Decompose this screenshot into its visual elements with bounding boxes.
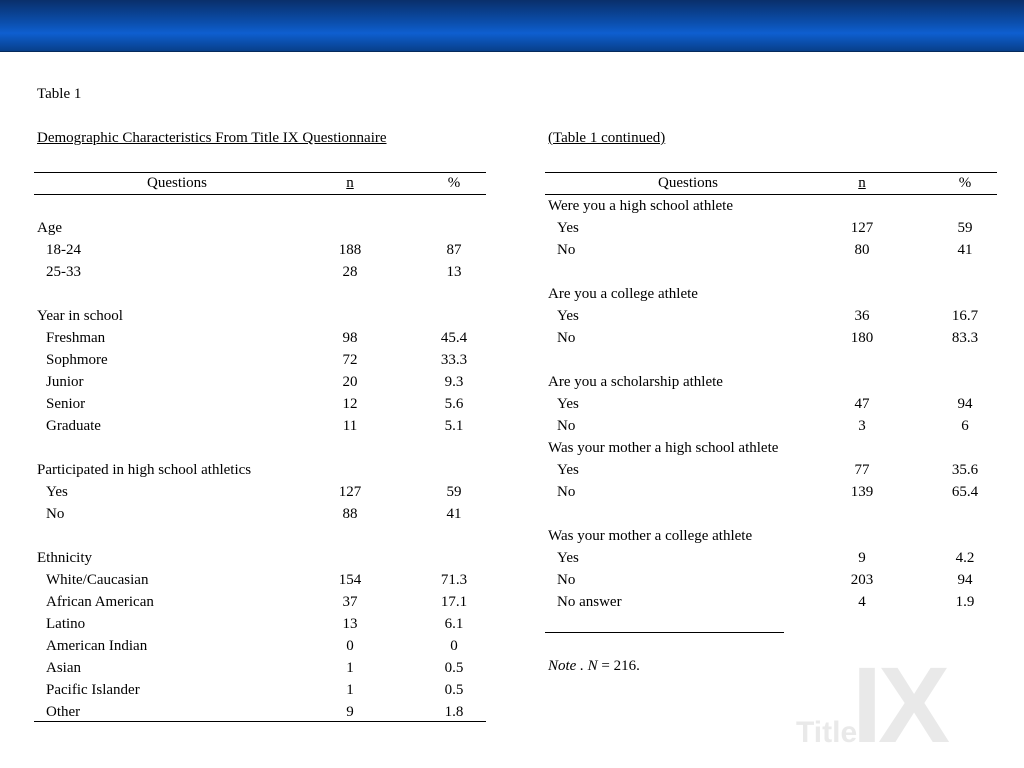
row-label: Yes [557,462,579,478]
row-label: No [557,572,576,588]
table-row [34,679,486,701]
row-label: Are you a scholarship athlete [548,374,723,390]
table-row [545,327,997,349]
row-n: 98 [342,330,358,346]
note-n-symbol: N [587,658,598,674]
table-row [545,525,997,547]
row-label: No [557,330,576,346]
row-n: 28 [342,264,358,280]
row-label: African American [46,594,154,610]
row-percent: 17.1 [440,594,468,610]
row-label: No [557,242,576,258]
row-n: 36 [854,308,870,324]
table-row [545,591,997,613]
table-row [34,547,486,569]
row-percent: 16.7 [951,308,979,324]
table-row [34,415,486,437]
table-row [545,547,997,569]
table-row [34,393,486,415]
table-header [34,172,486,195]
table-row [34,239,486,261]
row-n: 154 [338,572,362,588]
table-row [545,415,997,437]
table-row [34,261,486,283]
table-body [34,195,486,723]
row-n: 0 [346,638,354,654]
table-row [34,327,486,349]
table-row [545,349,997,371]
demographics-table-left [34,172,486,723]
row-n: 9 [858,550,866,566]
row-percent: 33.3 [440,352,468,368]
row-label: Yes [46,484,68,500]
header-percent: % [447,175,461,191]
header-n: n [858,175,866,191]
row-n: 37 [342,594,358,610]
row-n: 139 [850,484,874,500]
table-row [34,591,486,613]
row-percent: 45.4 [440,330,468,346]
row-percent: 13 [446,264,462,280]
row-n: 188 [338,242,362,258]
header-percent: % [958,175,972,191]
table-row [34,481,486,503]
row-label: White/Caucasian [46,572,149,588]
row-percent: 1.8 [444,704,464,720]
row-label: No answer [557,594,622,610]
row-label: Other [46,704,81,720]
row-label: Ethnicity [37,550,92,566]
row-n: 1 [346,660,354,676]
row-percent: 0.5 [444,660,464,676]
table-row [34,525,486,547]
row-label: Are you a college athlete [548,286,698,302]
note-prefix: Note . [548,658,584,674]
row-n: 88 [342,506,358,522]
table-note [548,658,640,675]
row-label: American Indian [46,638,148,654]
table-row [545,283,997,305]
row-n: 127 [338,484,362,500]
table-bottom-rule [545,632,784,633]
row-label: Was your mother a college athlete [548,528,753,544]
table-row [34,569,486,591]
table-row [34,701,486,723]
row-percent: 71.3 [440,572,468,588]
row-label: Graduate [46,418,101,434]
row-label: Senior [46,396,86,412]
table-header [545,172,997,195]
row-n: 1 [346,682,354,698]
note-value: = 216. [601,658,640,674]
row-label: Latino [46,616,86,632]
table-row [34,613,486,635]
table-row [34,349,486,371]
table-row [545,481,997,503]
row-label: 18-24 [46,242,81,258]
row-label: Yes [557,396,579,412]
logo-word: Title [796,716,858,749]
row-percent: 41 [446,506,462,522]
row-percent: 83.3 [951,330,979,346]
header-bar [0,0,1024,52]
row-label: No [557,418,576,434]
table-row [545,217,997,239]
row-n: 3 [858,418,866,434]
row-label: Was your mother a high school athlete [548,440,779,456]
table-body [545,195,997,613]
row-percent: 9.3 [444,374,464,390]
table-row [545,503,997,525]
table-row [34,635,486,657]
logo-numeral: IX [852,644,947,765]
row-n: 47 [854,396,870,412]
row-percent: 4.2 [955,550,975,566]
row-percent: 41 [957,242,973,258]
row-n: 77 [854,462,870,478]
row-percent: 5.6 [444,396,464,412]
table-row [545,371,997,393]
table-row [545,195,997,217]
row-percent: 94 [957,396,973,412]
row-label: Freshman [46,330,106,346]
row-label: Asian [46,660,81,676]
row-percent: 94 [957,572,973,588]
row-percent: 1.9 [955,594,975,610]
row-percent: 0.5 [444,682,464,698]
header-n: n [346,175,354,191]
row-percent: 59 [446,484,462,500]
row-n: 80 [854,242,870,258]
row-label: No [557,484,576,500]
table-row [34,283,486,305]
row-n: 20 [342,374,358,390]
row-n: 203 [850,572,874,588]
row-label: 25-33 [46,264,81,280]
row-percent: 35.6 [951,462,979,478]
table-caption: Demographic Characteristics From Title IX Questionnaire [37,130,387,146]
table-row [34,503,486,525]
table-row [34,657,486,679]
header-questions: Questions [658,175,718,191]
row-percent: 6 [961,418,969,434]
row-n: 180 [850,330,874,346]
row-label: Junior [46,374,84,390]
row-n: 4 [858,594,866,610]
table-row [34,437,486,459]
row-label: Yes [557,550,579,566]
table-row [34,459,486,481]
row-percent: 0 [450,638,458,654]
table-row [34,195,486,217]
table-row [34,217,486,239]
row-label: Participated in high school athletics [37,462,252,478]
row-label: Age [37,220,62,236]
table-row [545,459,997,481]
table-bottom-rule [34,721,486,722]
row-label: Yes [557,308,579,324]
row-n: 9 [346,704,354,720]
row-n: 127 [850,220,874,236]
row-n: 13 [342,616,358,632]
title-ix-logo [796,644,966,765]
table-row [545,261,997,283]
row-percent: 87 [446,242,462,258]
row-percent: 59 [957,220,973,236]
row-label: Pacific Islander [46,682,140,698]
row-label: Year in school [37,308,123,324]
table-row [545,569,997,591]
row-label: Were you a high school athlete [548,198,733,214]
demographics-table-right [545,172,997,613]
table-row [545,393,997,415]
row-label: Yes [557,220,579,236]
row-label: No [46,506,65,522]
table-continued-caption: (Table 1 continued) [548,130,666,146]
row-percent: 6.1 [444,616,464,632]
table-row [34,305,486,327]
table-row [545,437,997,459]
table-label: Table 1 [37,86,82,102]
header-questions: Questions [147,175,207,191]
row-n: 12 [342,396,358,412]
row-percent: 5.1 [444,418,464,434]
row-n: 72 [342,352,358,368]
table-row [34,371,486,393]
table-row [545,239,997,261]
row-percent: 65.4 [951,484,979,500]
table-row [545,305,997,327]
row-n: 11 [342,418,358,434]
row-label: Sophmore [46,352,108,368]
